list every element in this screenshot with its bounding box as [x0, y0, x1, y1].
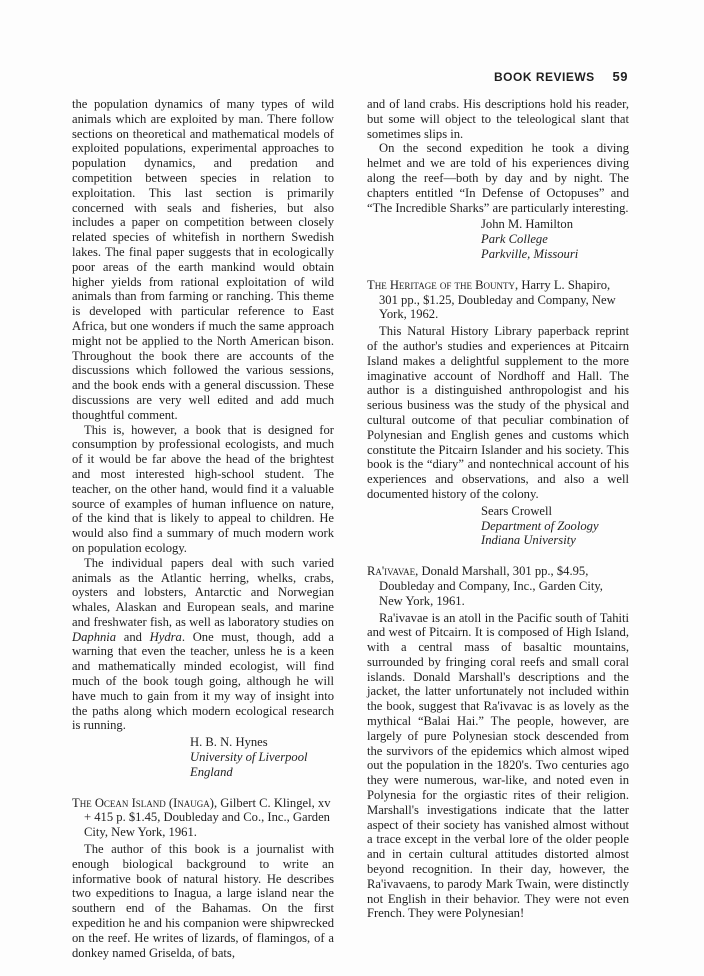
paragraph: On the second expedition he took a diving helmet and we are told of his experiences diving along the reef—both by day and by night. The chapters entitled “In Defense of Octopuses” and “The Incredible Sharks” are particularly interesting.: [367, 141, 629, 215]
running-header: [494, 69, 628, 84]
reviewer-location: Parkville, Missouri: [481, 246, 579, 261]
paragraph: the population dynamics of many types of wild animals which are exploited by man. There follow sections on theoretical and mathematical models of exploited populations, experimental approaches to population dynamics, and predation and competition between species in relation to exploitation. This last section is primarily concerned with seals and fisheries, but also includes a paper on competition between closely related species of whitefish in northern Swedish lakes. The final paper suggests that in ecologically poor areas of the earth mankind would obtain higher yields from rational exploitation of wild animals than from farming or ranching. This theme is developed with particular reference to East Africa, but one wonders if much the same approach might not be applied to the North American bison. Throughout the book there are accounts of the discussions which followed the various sessions, and the book ends with a general discussion. These discussions are very well edited and add much thoughtful comment.: [72, 97, 334, 422]
reviewer-location: England: [190, 764, 233, 779]
right-column: [367, 97, 629, 921]
reviewer-signature: [367, 504, 629, 548]
reviewer-affiliation: Park College: [481, 232, 548, 247]
book-details: Donald Marshall, 301 pp., $4.95, Doubleday and Company, Inc., Garden City, New York, 1961.: [379, 564, 603, 608]
book-details: Gilbert C. Klingel, xv + 415 p. $1.45, Doubleday and Co., Inc., Garden City, New York, 1961.: [84, 795, 331, 840]
paragraph: This Natural History Library paperback reprint of the author's studies and experiences at Pitcairn Island makes a delightful supplement to the more imaginative account of Nordhoff and Hall. The author is a distinguished anthropologist and his serious business was the study of the physical and cultural outcome of that peculiar combination of Polynesian and English genes and customs which constitute the Pitcairn Islander and his society. This book is the “diary” and nontechnical account of his experiences and observations, and also a well documented history of the colony.: [367, 324, 629, 501]
book-title: Ra'ivavae,: [367, 564, 419, 579]
taxon-daphnia: Daphnia: [72, 629, 117, 644]
book-title: The Ocean Island (Inauga),: [72, 795, 218, 810]
left-column: [72, 97, 334, 960]
book-citation: [367, 278, 629, 322]
reviewer-name: John M. Hamilton: [481, 217, 574, 232]
paragraph-text: and: [116, 629, 150, 644]
paragraph: Ra'ivavae is an atoll in the Pacific south of Tahiti and west of Pitcairn. It is composed of High Island, with a central mass of basaltic mountains, surrounded by fringing coral reefs and small coral islands. Donald Marshall's descriptions and the jacket, the latter unfortunately not included within the book, suggest that Ra'ivavac is as lovely as the mythical “Balai Hai.” The people, however, are largely of pure Polynesian stock descended from the survivors of the epidemics which almost wiped out the population in the 1820's. Two centuries ago they were numerous, war-like, and noted even in Polynesia for the orgiastic rites of their religion. Marshall's investigations indicate that the latter aspect of their society has vanished almost without a trace except in the verbal lore of the older people and in certain cultural attitudes distorted almost beyond recognition. In their day, however, the Ra'ivavaens, to parody Mark Twain, were distinctly not English in their behavior. They were not even French. They were Polynesian!: [367, 610, 629, 921]
reviewer-signature: [367, 217, 629, 261]
book-citation: [72, 796, 334, 840]
book-details: Harry L. Shapiro, 301 pp., $1.25, Doubleday and Company, New York, 1962.: [379, 277, 616, 322]
paragraph: [72, 556, 334, 734]
paragraph: The author of this book is a journalist with enough biological background to write an informative book of natural history. He describes two expeditions to Inagua, a large island near the southern end of the Bahamas. On the first expedition he and his companion were shipwrecked on the reef. He writes of lizards, of flamingos, of a donkey named Griselda, of bats,: [72, 842, 334, 960]
reviewer-name: H. B. N. Hynes: [190, 735, 268, 750]
reviewer-affiliation: Department of Zoology: [481, 518, 599, 533]
paragraph: and of land crabs. His descriptions hold his reader, but some will object to the teleological slant that sometimes slips in.: [367, 97, 629, 141]
section-title: BOOK REVIEWS: [494, 70, 595, 84]
reviewer-location: Indiana University: [481, 533, 576, 548]
paragraph: This is, however, a book that is designed for consumption by professional ecologists, and much of it would be far above the head of the brightest and most interested high-school student. The teacher, on the other hand, would find it a valuable source of examples of human influence on nature, of the kind that is likely to appeal to children. He would also find a summary of much modern work on population ecology.: [72, 422, 334, 555]
taxon-hydra: Hydra: [149, 629, 182, 644]
paragraph-text: . One must, though, add a warning that even the teacher, unless he is a keen and mathematically minded ecologist, will find much of the book tough going, although he will have much to gain from it my way of insight into the paths along which modern ecological research is running.: [72, 629, 334, 733]
page-number: 59: [612, 69, 628, 84]
reviewer-affiliation: University of Liverpool: [190, 750, 308, 765]
book-title: The Heritage of the Bounty,: [367, 277, 519, 292]
reviewer-name: Sears Crowell: [481, 503, 552, 518]
paragraph-text: The individual papers deal with such varied animals as the Atlantic herring, whelks, crabs, oysters and lobsters, Antarctic and Norwegian whales, Alaskan and European seals, and marine and freshwater fish, as well as laboratory studies on: [72, 555, 334, 629]
reviewer-signature: [72, 735, 334, 779]
book-citation: [367, 564, 629, 608]
